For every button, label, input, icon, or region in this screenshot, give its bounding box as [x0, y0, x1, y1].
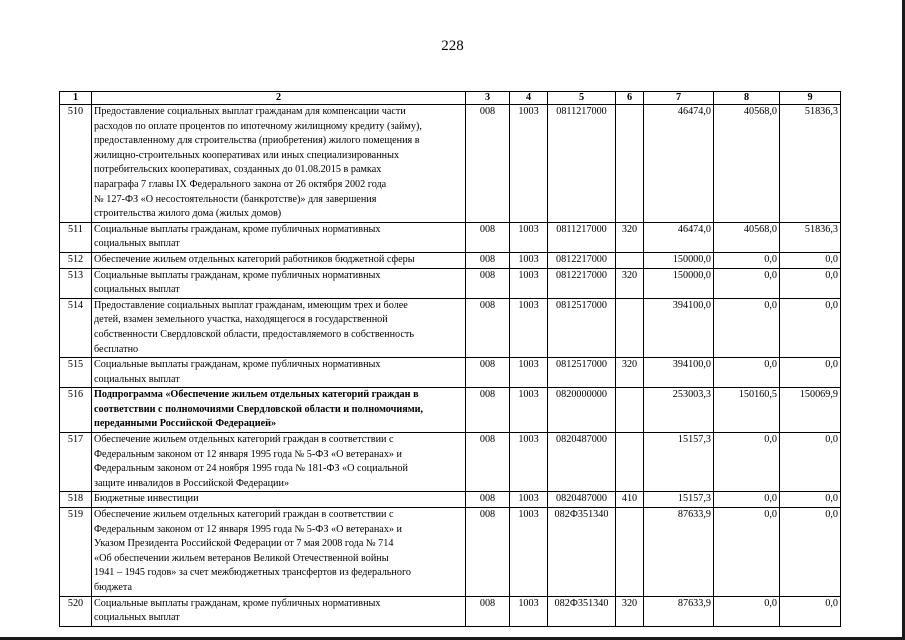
column-header: 7 — [644, 92, 714, 105]
target-article-code: 0812517000 — [548, 298, 616, 357]
row-number: 520 — [60, 596, 92, 626]
amount-col9: 0,0 — [780, 252, 841, 268]
column-header: 8 — [714, 92, 780, 105]
row-description — [92, 298, 466, 357]
description-line: строительства жилого дома (жилых домов) — [94, 208, 282, 220]
description-line: бесплатно — [94, 343, 139, 355]
description-line: предоставленному для строительства (приобретения) жилого помещения в — [94, 135, 420, 147]
target-article-code: 0812217000 — [548, 252, 616, 268]
expense-type-code: 320 — [616, 268, 644, 298]
description-line: Федеральным законом от 12 января 1995 года № 5-ФЗ «О ветеранах» и — [94, 448, 403, 460]
amount-col8: 40568,0 — [714, 105, 780, 223]
header-row — [60, 92, 841, 105]
expense-type-code — [616, 252, 644, 268]
column-header: 2 — [92, 92, 466, 105]
amount-col8: 0,0 — [714, 492, 780, 508]
row-description — [92, 388, 466, 433]
target-article-code: 0812217000 — [548, 268, 616, 298]
table-row — [60, 388, 841, 433]
expense-type-code: 320 — [616, 596, 644, 626]
amount-col9: 0,0 — [780, 596, 841, 626]
table-row — [60, 492, 841, 508]
table-row — [60, 298, 841, 357]
description-line: Обеспечение жильем отдельных категорий работников бюджетной сферы — [94, 253, 415, 265]
table-row — [60, 508, 841, 597]
row-description — [92, 433, 466, 492]
amount-col7: 253003,3 — [644, 388, 714, 433]
section-code: 1003 — [510, 298, 548, 357]
description-line: Обеспечение жильем отдельных категорий граждан в соответствии с — [94, 509, 394, 521]
amount-col7: 394100,0 — [644, 358, 714, 388]
target-article-code: 0811217000 — [548, 222, 616, 252]
table-row — [60, 358, 841, 388]
amount-col8: 0,0 — [714, 298, 780, 357]
section-code: 1003 — [510, 268, 548, 298]
description-line: параграфа 7 главы IX Федерального закона от 26 октября 2002 года — [94, 178, 387, 190]
description-line: Подпрограмма «Обеспечение жильем отдельных категорий граждан в — [94, 389, 419, 401]
description-line: защите инвалидов в Российской Федерации» — [94, 477, 290, 489]
description-line: социальных выплат — [94, 612, 180, 624]
column-header: 9 — [780, 92, 841, 105]
section-code: 1003 — [510, 388, 548, 433]
amount-col7: 46474,0 — [644, 105, 714, 223]
description-line: Федеральным законом от 24 ноября 1995 года № 181-ФЗ «О социальной — [94, 463, 408, 475]
ministry-code: 008 — [466, 105, 510, 223]
amount-col8: 0,0 — [714, 433, 780, 492]
row-number: 514 — [60, 298, 92, 357]
table-row — [60, 433, 841, 492]
ministry-code: 008 — [466, 298, 510, 357]
description-line: Социальные выплаты гражданам, кроме публичных нормативных — [94, 597, 381, 609]
section-code: 1003 — [510, 508, 548, 597]
description-line: детей, взамен земельного участка, находящегося в государственной — [94, 314, 388, 326]
expense-type-code — [616, 388, 644, 433]
amount-col8: 150160,5 — [714, 388, 780, 433]
row-number: 519 — [60, 508, 92, 597]
amount-col9: 150069,9 — [780, 388, 841, 433]
description-line: Федеральным законом от 12 января 1995 года № 5-ФЗ «О ветеранах» и — [94, 523, 403, 535]
amount-col7: 46474,0 — [644, 222, 714, 252]
amount-col7: 15157,3 — [644, 433, 714, 492]
description-line: Бюджетные инвестиции — [94, 493, 199, 505]
description-line: социальных выплат — [94, 238, 180, 250]
ministry-code: 008 — [466, 388, 510, 433]
column-header: 3 — [466, 92, 510, 105]
section-code: 1003 — [510, 105, 548, 223]
description-line: Социальные выплаты гражданам, кроме публичных нормативных — [94, 269, 381, 281]
description-line: социальных выплат — [94, 284, 180, 296]
section-code: 1003 — [510, 252, 548, 268]
description-line: Социальные выплаты гражданам, кроме публичных нормативных — [94, 359, 381, 371]
description-line: Указом Президента Российской Федерации от 7 мая 2008 года № 714 — [94, 538, 394, 550]
expense-type-code: 410 — [616, 492, 644, 508]
expense-type-code: 320 — [616, 222, 644, 252]
row-description — [92, 358, 466, 388]
page-number: 228 — [441, 38, 464, 54]
target-article-code: 0812517000 — [548, 358, 616, 388]
expense-type-code: 320 — [616, 358, 644, 388]
description-line: социальных выплат — [94, 373, 180, 385]
description-line: потребительских кооперативах, созданных до 01.08.2015 в рамках — [94, 164, 382, 176]
amount-col7: 150000,0 — [644, 252, 714, 268]
target-article-code: 0820000000 — [548, 388, 616, 433]
amount-col9: 51836,3 — [780, 222, 841, 252]
description-line: расходов по оплате процентов по ипотечному жилищному кредиту (займу), — [94, 120, 422, 132]
ministry-code: 008 — [466, 433, 510, 492]
target-article-code: 082Ф351340 — [548, 596, 616, 626]
description-line: № 127-ФЗ «О несостоятельности (банкротстве)» для завершения — [94, 193, 377, 205]
table-row — [60, 105, 841, 223]
description-line: соответствии с полномочиями Свердловской области и полномочиями, — [94, 403, 424, 415]
expense-type-code — [616, 508, 644, 597]
amount-col7: 394100,0 — [644, 298, 714, 357]
row-number: 511 — [60, 222, 92, 252]
table-row — [60, 268, 841, 298]
amount-col8: 0,0 — [714, 508, 780, 597]
budget-table — [59, 91, 841, 627]
expense-type-code — [616, 298, 644, 357]
ministry-code: 008 — [466, 596, 510, 626]
description-line: «Об обеспечении жильем ветеранов Великой Отечественной войны — [94, 552, 389, 564]
column-header: 6 — [616, 92, 644, 105]
amount-col7: 87633,9 — [644, 508, 714, 597]
section-code: 1003 — [510, 433, 548, 492]
amount-col9: 0,0 — [780, 298, 841, 357]
row-number: 510 — [60, 105, 92, 223]
ministry-code: 008 — [466, 492, 510, 508]
description-line: Предоставление социальных выплат гражданам для компенсации части — [94, 106, 406, 117]
column-header: 1 — [60, 92, 92, 105]
ministry-code: 008 — [466, 358, 510, 388]
expense-type-code — [616, 433, 644, 492]
target-article-code: 082Ф351340 — [548, 508, 616, 597]
section-code: 1003 — [510, 492, 548, 508]
amount-col9: 0,0 — [780, 433, 841, 492]
row-description — [92, 252, 466, 268]
column-header: 4 — [510, 92, 548, 105]
amount-col8: 0,0 — [714, 268, 780, 298]
description-line: Социальные выплаты гражданам, кроме публичных нормативных — [94, 223, 381, 235]
target-article-code: 0811217000 — [548, 105, 616, 223]
amount-col9: 51836,3 — [780, 105, 841, 223]
description-line: Обеспечение жильем отдельных категорий граждан в соответствии с — [94, 434, 394, 446]
row-number: 518 — [60, 492, 92, 508]
description-line: собственности Свердловской области, предоставляемого в собственность — [94, 328, 415, 340]
row-number: 515 — [60, 358, 92, 388]
row-description — [92, 492, 466, 508]
row-description — [92, 268, 466, 298]
description-line: Предоставление социальных выплат гражданам, имеющим трех и более — [94, 299, 408, 311]
row-number: 513 — [60, 268, 92, 298]
amount-col9: 0,0 — [780, 508, 841, 597]
description-line: бюджета — [94, 582, 132, 593]
description-line: жилищно-строительных кооперативах или иных специализированных — [94, 149, 400, 161]
row-description — [92, 105, 466, 223]
amount-col8: 0,0 — [714, 252, 780, 268]
amount-col9: 0,0 — [780, 358, 841, 388]
row-number: 517 — [60, 433, 92, 492]
section-code: 1003 — [510, 358, 548, 388]
amount-col8: 40568,0 — [714, 222, 780, 252]
ministry-code: 008 — [466, 268, 510, 298]
amount-col8: 0,0 — [714, 596, 780, 626]
amount-col9: 0,0 — [780, 492, 841, 508]
amount-col7: 15157,3 — [644, 492, 714, 508]
description-line: переданными Российской Федерацией» — [94, 418, 277, 430]
section-code: 1003 — [510, 596, 548, 626]
amount-col8: 0,0 — [714, 358, 780, 388]
target-article-code: 0820487000 — [548, 492, 616, 508]
row-number: 516 — [60, 388, 92, 433]
table-row — [60, 222, 841, 252]
ministry-code: 008 — [466, 222, 510, 252]
target-article-code: 0820487000 — [548, 433, 616, 492]
amount-col7: 87633,9 — [644, 596, 714, 626]
row-description — [92, 596, 466, 626]
section-code: 1003 — [510, 222, 548, 252]
description-line: 1941 – 1945 годов» за счет межбюджетных трансфертов из федерального — [94, 567, 411, 579]
amount-col9: 0,0 — [780, 268, 841, 298]
ministry-code: 008 — [466, 508, 510, 597]
row-description — [92, 508, 466, 597]
amount-col7: 150000,0 — [644, 268, 714, 298]
ministry-code: 008 — [466, 252, 510, 268]
column-header: 5 — [548, 92, 616, 105]
expense-type-code — [616, 105, 644, 223]
table-row — [60, 252, 841, 268]
row-description — [92, 222, 466, 252]
table-row — [60, 596, 841, 626]
row-number: 512 — [60, 252, 92, 268]
